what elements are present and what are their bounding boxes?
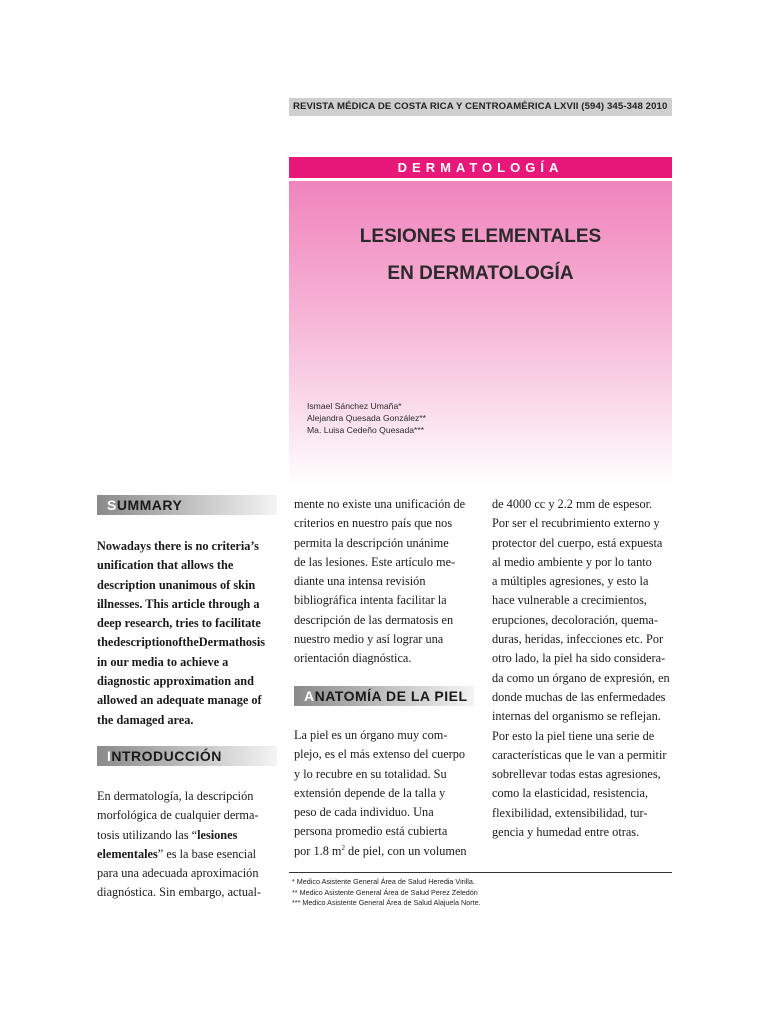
col3-text (492, 495, 672, 842)
body-line: como la elasticidad, resistencia, (492, 786, 649, 801)
body-line: erupciones, decoloración, quema- (492, 612, 658, 627)
author-2: Alejandra Quesada González** (307, 413, 426, 423)
body-line: nuestro medio y así lograr una (294, 632, 444, 647)
summary-line: the damaged area. (97, 712, 194, 727)
body-line: flexibilidad, extensibilidad, tur- (492, 805, 648, 820)
body-line: donde muchas de las enfermedades (492, 689, 666, 704)
body-line: diante una intensa revisión (294, 574, 426, 589)
summary-heading-text: UMMARY (116, 497, 183, 513)
author-3: Ma. Luisa Cedeño Quesada*** (307, 425, 425, 435)
footnotes (292, 877, 481, 909)
footnote: ** Medico Asistente General Área de Salud Perez Zeledón (292, 887, 478, 897)
intro-heading-initial: I (107, 748, 112, 764)
intro-line: elementales” es la base esencial (97, 846, 257, 861)
summary-line: allowed an adequate manage of (97, 693, 262, 708)
intro-heading (97, 746, 277, 766)
summary-heading-initial: S (107, 497, 117, 513)
intro-line: tosis utilizando las “lesiones (97, 827, 238, 842)
body-line: mente no existe una unificación de (294, 497, 466, 511)
body-line: por 1.8 $m^2$ de piel, con un volumen (294, 843, 467, 858)
body-line: bibliográfica intenta facilitar la (294, 593, 447, 608)
body-line: y lo recubre en su totalidad. Su (294, 766, 447, 781)
section-banner: DERMATOLOGÍA (289, 157, 672, 178)
summary-line: unification that allows the (97, 558, 234, 573)
summary-line: thedescriptionoftheDermathosis (97, 635, 266, 650)
anatomy-heading-initial: A (304, 688, 315, 704)
intro-line: En dermatología, la descripción (97, 789, 254, 803)
title-line-2: EN DERMATOLOGÍA (387, 263, 574, 284)
body-line: plejo, es el más extenso del cuerpo (294, 747, 466, 762)
body-line: sobrellevar todas estas agresiones, (492, 767, 661, 782)
footnote: *** Medico Asistente General Área de Salud Alajuela Norte. (292, 898, 481, 907)
summary-line: description unanimous of skin (97, 577, 256, 592)
body-line: La piel es un órgano muy com- (294, 728, 448, 742)
col2-text (294, 495, 474, 669)
body-line: permita la descripción unánime (294, 535, 449, 550)
body-line: de 4000 cc y 2.2 mm de espesor. (492, 497, 653, 511)
journal-header: REVISTA MÉDICA DE COSTA RICA Y CENTROAMÉRICA LXVII (594) 345-348 2010 (289, 98, 672, 116)
summary-line: Nowadays there is no criteria’s (97, 539, 259, 553)
anatomy-text (294, 726, 474, 861)
body-line: descripción de las dermatosis en (294, 612, 454, 627)
summary-line: in our media to achieve a (97, 654, 229, 669)
title-line-1: LESIONES ELEMENTALES (359, 226, 602, 247)
body-line: Por ser el recubrimiento externo y (492, 516, 660, 531)
body-line: criterios en nuestro país que nos (294, 516, 453, 531)
footnote: * Medico Asistente General Área de Salud Heredia Virilla. (292, 877, 475, 886)
body-line: duras, heridas, infecciones etc. Por (492, 632, 664, 647)
body-line: peso de cada individuo. Una (294, 805, 434, 820)
body-line: características que le van a permitir (492, 747, 667, 762)
intro-line: morfológica de cualquier derma- (97, 808, 259, 823)
summary-line: deep research, tries to facilitate (97, 616, 261, 631)
body-line: Por esto la piel tiene una serie de (492, 728, 655, 743)
body-line: a múltiples agresiones, y esto la (492, 574, 649, 589)
body-line: otro lado, la piel ha sido considera- (492, 651, 666, 666)
body-line: persona promedio está cubierta (294, 824, 448, 839)
summary-text (97, 537, 277, 730)
body-line: protector del cuerpo, está expuesta (492, 535, 663, 550)
summary-line: illnesses. This article through a (97, 596, 260, 611)
body-line: hace vulnerable a crecimientos, (492, 593, 647, 608)
intro-heading-text: NTRODUCCIÓN (111, 748, 222, 764)
body-line: extensión depende de la talla y (294, 785, 446, 800)
article-title (289, 218, 672, 292)
body-line: internas del organismo se reflejan. (492, 709, 661, 724)
anatomy-heading (294, 686, 474, 706)
summary-line: diagnostic approximation and (97, 674, 254, 689)
body-line: al medio ambiente y por lo tanto (492, 554, 652, 569)
intro-line: diagnóstica. Sin embargo, actual- (97, 885, 262, 900)
anatomy-heading-text: NATOMÍA DE LA PIEL (314, 688, 468, 704)
intro-text (97, 787, 277, 903)
intro-line: para una adecuada aproximación (97, 866, 259, 881)
footnote-divider (289, 872, 672, 873)
author-1: Ismael Sánchez Umaña* (307, 401, 402, 411)
title-box (289, 181, 672, 486)
summary-heading (97, 495, 277, 515)
body-line: da como un órgano de expresión, en (492, 670, 670, 685)
authors (307, 400, 426, 436)
body-line: orientación diagnóstica. (294, 651, 412, 666)
body-line: de las lesiones. Este artículo me- (294, 554, 456, 569)
body-line: gencia y humedad entre otras. (492, 825, 640, 840)
